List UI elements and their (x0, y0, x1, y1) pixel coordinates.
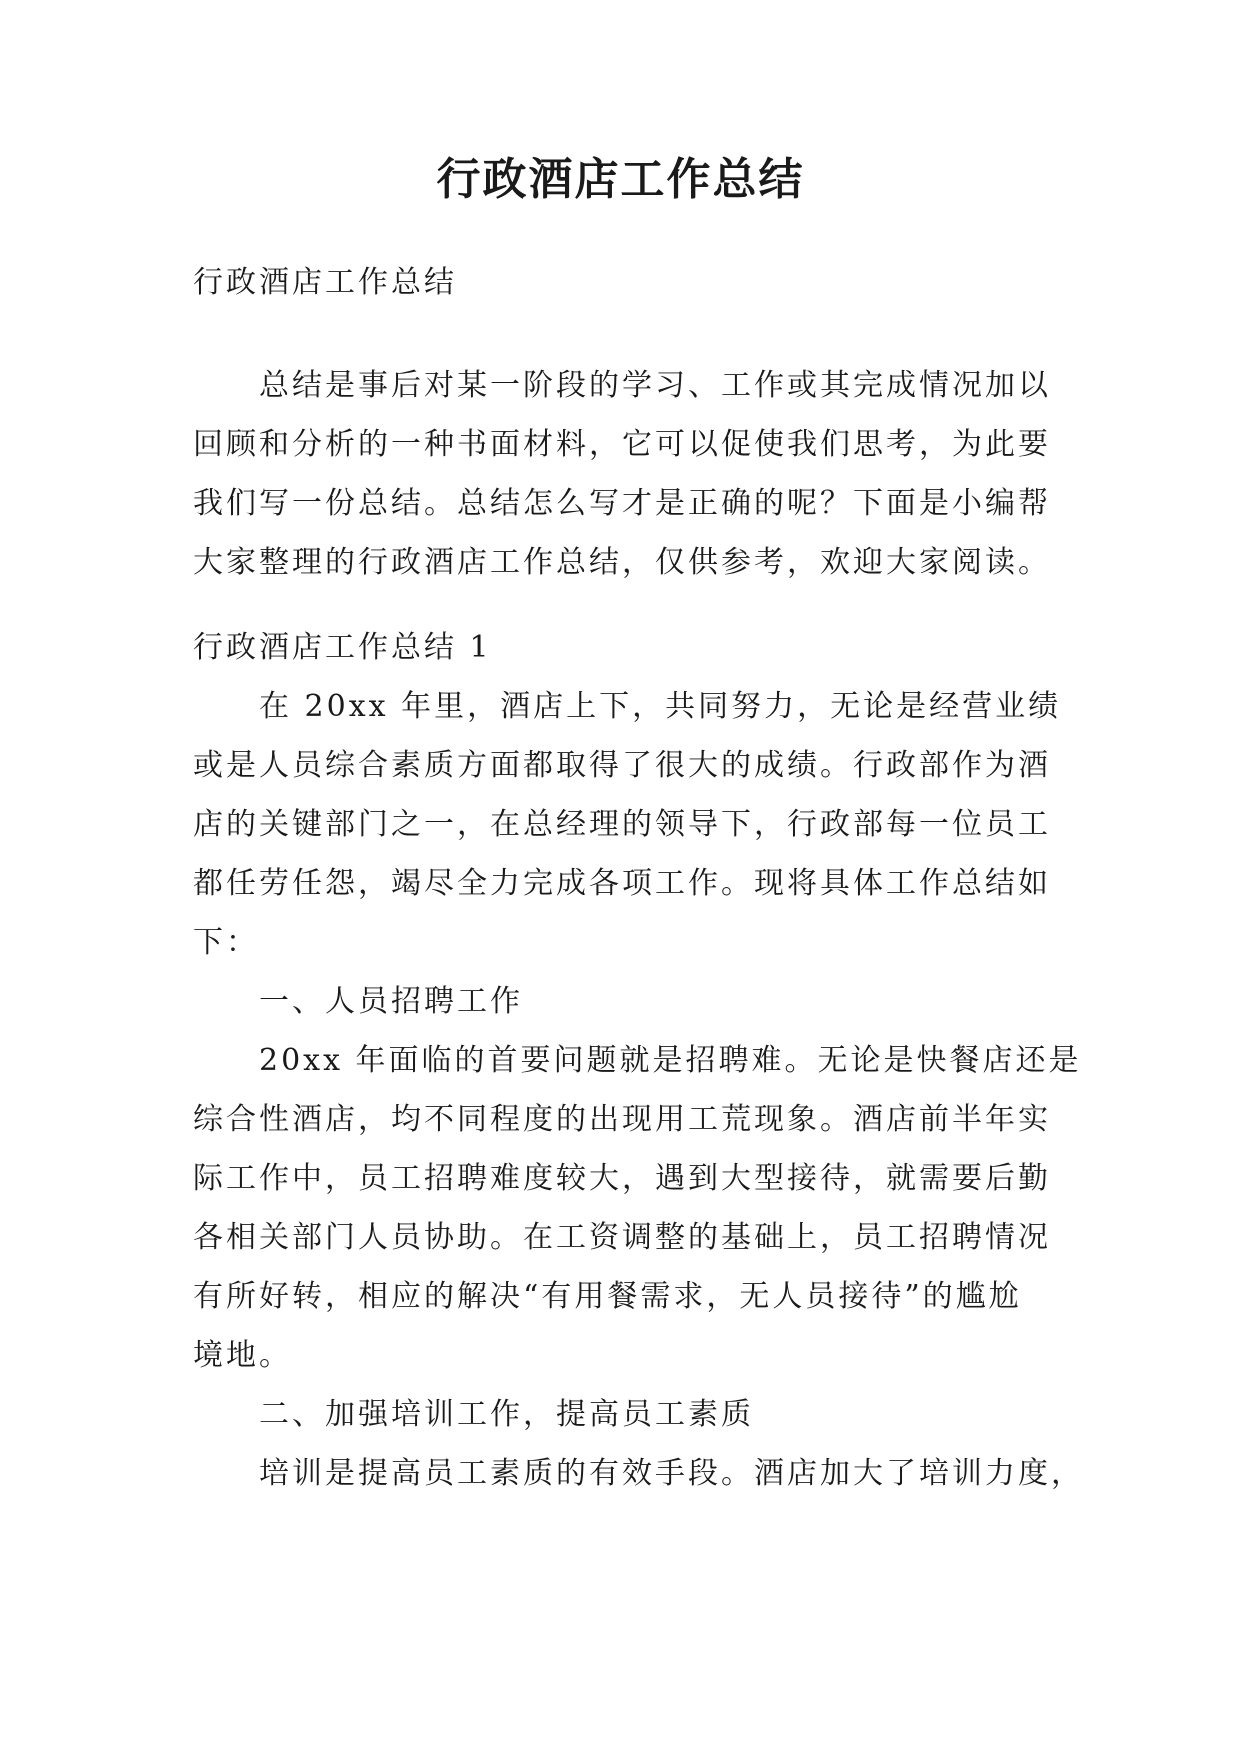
paragraph-line: 有所好转，相应的解决“有用餐需求，无人员接待”的尴尬 (193, 1279, 1022, 1314)
document-title: 行政酒店工作总结 (436, 154, 805, 205)
paragraph-line: 都任劳任怨，竭尽全力完成各项工作。现将具体工作总结如 (193, 866, 1051, 901)
subheading-recruitment: 一、人员招聘工作 (193, 984, 523, 1019)
paragraph-line: 总结是事后对某一阶段的学习、工作或其完成情况加以 (193, 368, 1051, 403)
section-heading: 行政酒店工作总结 1 (193, 630, 492, 665)
paragraph-line: 境地。 (193, 1338, 292, 1373)
intro-paragraph (193, 356, 1053, 592)
section-block (193, 618, 1084, 1503)
paragraph-line: 或是人员综合素质方面都取得了很大的成绩。行政部作为酒 (193, 748, 1051, 783)
document-subtitle: 行政酒店工作总结 (193, 265, 457, 300)
paragraph-line: 际工作中，员工招聘难度较大，遇到大型接待，就需要后勤 (193, 1161, 1051, 1196)
paragraph-line: 我们写一份总结。总结怎么写才是正确的呢？下面是小编帮 (193, 486, 1051, 521)
paragraph-line: 综合性酒店，均不同程度的出现用工荒现象。酒店前半年实 (193, 1102, 1051, 1137)
subtitle-block (193, 253, 1053, 312)
paragraph-line: 回顾和分析的一种书面材料，它可以促使我们思考，为此要 (193, 427, 1051, 462)
paragraph-line: 20xx 年面临的首要问题就是招聘难。无论是快餐店还是 (193, 1043, 1082, 1078)
paragraph-line: 大家整理的行政酒店工作总结，仅供参考，欢迎大家阅读。 (193, 545, 1051, 580)
paragraph-line: 在 20xx 年里，酒店上下，共同努力，无论是经营业绩 (193, 689, 1062, 724)
subheading-training: 二、加强培训工作，提高员工素质 (193, 1397, 754, 1432)
paragraph-line: 培训是提高员工素质的有效手段。酒店加大了培训力度， (193, 1456, 1084, 1491)
paragraph-line: 各相关部门人员协助。在工资调整的基础上，员工招聘情况 (193, 1220, 1051, 1255)
paragraph-line: 下： (193, 925, 259, 960)
paragraph-line: 店的关键部门之一，在总经理的领导下，行政部每一位员工 (193, 807, 1051, 842)
